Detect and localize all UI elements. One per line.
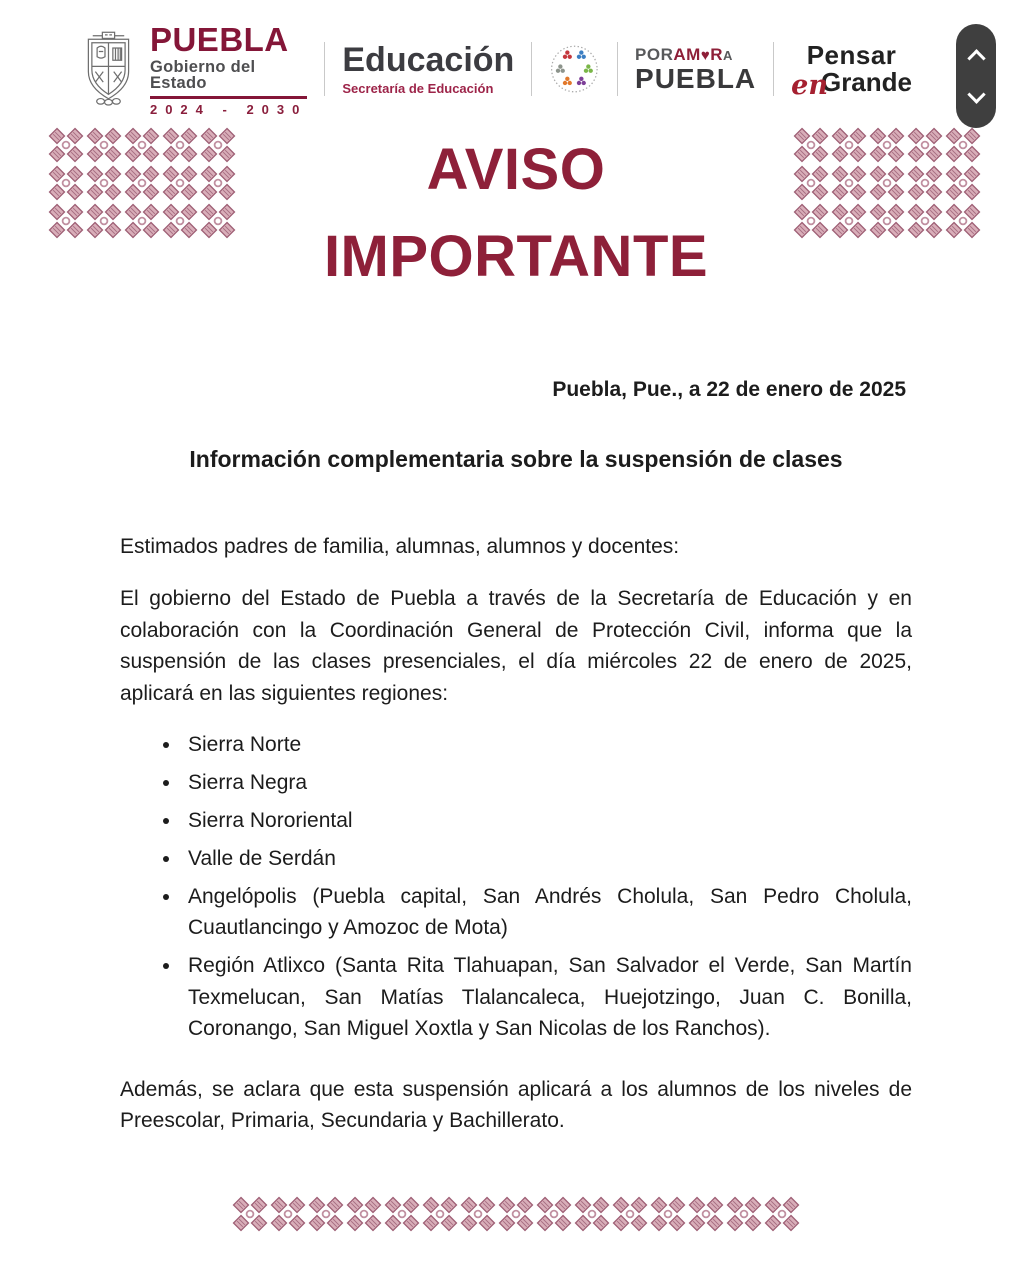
- header-divider: [773, 42, 774, 96]
- header-divider: [617, 42, 618, 96]
- notice-title-line2: IMPORTANTE: [323, 224, 709, 289]
- amor-text: AM: [673, 44, 701, 64]
- scroll-down-button[interactable]: [956, 79, 996, 115]
- amor-text-end: R: [710, 44, 724, 64]
- amor-prefix: POR: [635, 44, 674, 64]
- pensar-line2: [791, 67, 912, 101]
- regions-list: [120, 729, 912, 1044]
- list-item: • Valle de Serdán: [182, 843, 912, 874]
- pensar-line1: Pensar: [806, 40, 897, 70]
- list-item: • Angelópolis (Puebla capital, San Andrés Cholula, San Pedro Cholula, Cuautlancingo y Amozoc de Mota): [182, 881, 912, 943]
- puebla-coat-of-arms-icon: [84, 26, 133, 112]
- por-amor-a-puebla-logo: [635, 46, 756, 93]
- chevron-up-icon: [967, 49, 985, 67]
- header-logos: [0, 0, 1032, 118]
- list-item: • Sierra Norte: [182, 729, 912, 760]
- paragraph-final: Además, se aclara que esta suspensión aplicará a los alumnos de los niveles de Preescolar, Primaria, Secundaria y Bachillerato.: [120, 1077, 912, 1133]
- pensar-en-script: en: [791, 70, 828, 101]
- puebla-years: 2024 - 2030: [149, 101, 308, 117]
- chevron-down-icon: [967, 85, 985, 103]
- talavera-pattern-left: [47, 126, 237, 240]
- list-item: • Sierra Nororiental: [182, 805, 912, 836]
- notice-body: [120, 378, 912, 1137]
- scroll-up-button[interactable]: [956, 37, 996, 73]
- pensar-grande: Grande: [820, 67, 912, 97]
- puebla-wordmark: [149, 20, 308, 117]
- header-divider: [324, 42, 325, 96]
- scroll-widget: [956, 24, 996, 128]
- list-item: • Región Atlixco (Santa Rita Tlahuapan, San Salvador el Verde, San Martín Texmelucan, San Matías Tlalancaleca, Huejotzingo, Juan C. Bonilla, Coronango, San Miguel Xoxtla y San Nicolas de los Ranchos).: [182, 950, 912, 1043]
- talavera-pattern-right: [792, 126, 982, 240]
- list-item: • Sierra Negra: [182, 767, 912, 798]
- puebla-rule: [150, 96, 307, 99]
- amor-line2: PUEBLA: [635, 62, 757, 94]
- educacion-wordmark: [342, 43, 514, 95]
- header-divider: [531, 42, 532, 96]
- educacion-subtitle: Secretaría de Educación: [342, 81, 494, 96]
- date-line: Puebla, Pue., a 22 de enero de 2025: [552, 378, 906, 401]
- talavera-pattern-bottom: [231, 1195, 801, 1238]
- heart-icon: ♥: [700, 46, 711, 64]
- puebla-subtitle: Gobierno del Estado: [149, 57, 256, 92]
- pensar-en-grande-logo: [791, 40, 912, 101]
- amor-suffix: A: [723, 47, 733, 63]
- notice-title-line1: AVISO: [426, 137, 606, 202]
- salutation: Estimados padres de familia, alumnas, alumnos y docentes:: [120, 535, 680, 558]
- amor-line1: [635, 46, 756, 63]
- notice-heading: Información complementaria sobre la suspensión de clases: [189, 446, 843, 472]
- educacion-name: Educación: [342, 41, 515, 79]
- puebla-name: PUEBLA: [149, 20, 289, 58]
- paragraph-intro: El gobierno del Estado de Puebla a través de la Secretaría de Educación y en colaboración con la Coordinación General de Protección Civil, informa que la suspensión de las clases presenciales, el día miércoles 22 de enero de 2025, aplicará en las siguientes regiones:: [120, 587, 912, 705]
- title-band: [0, 124, 1032, 302]
- secretaria-circular-logo-icon: [549, 40, 600, 98]
